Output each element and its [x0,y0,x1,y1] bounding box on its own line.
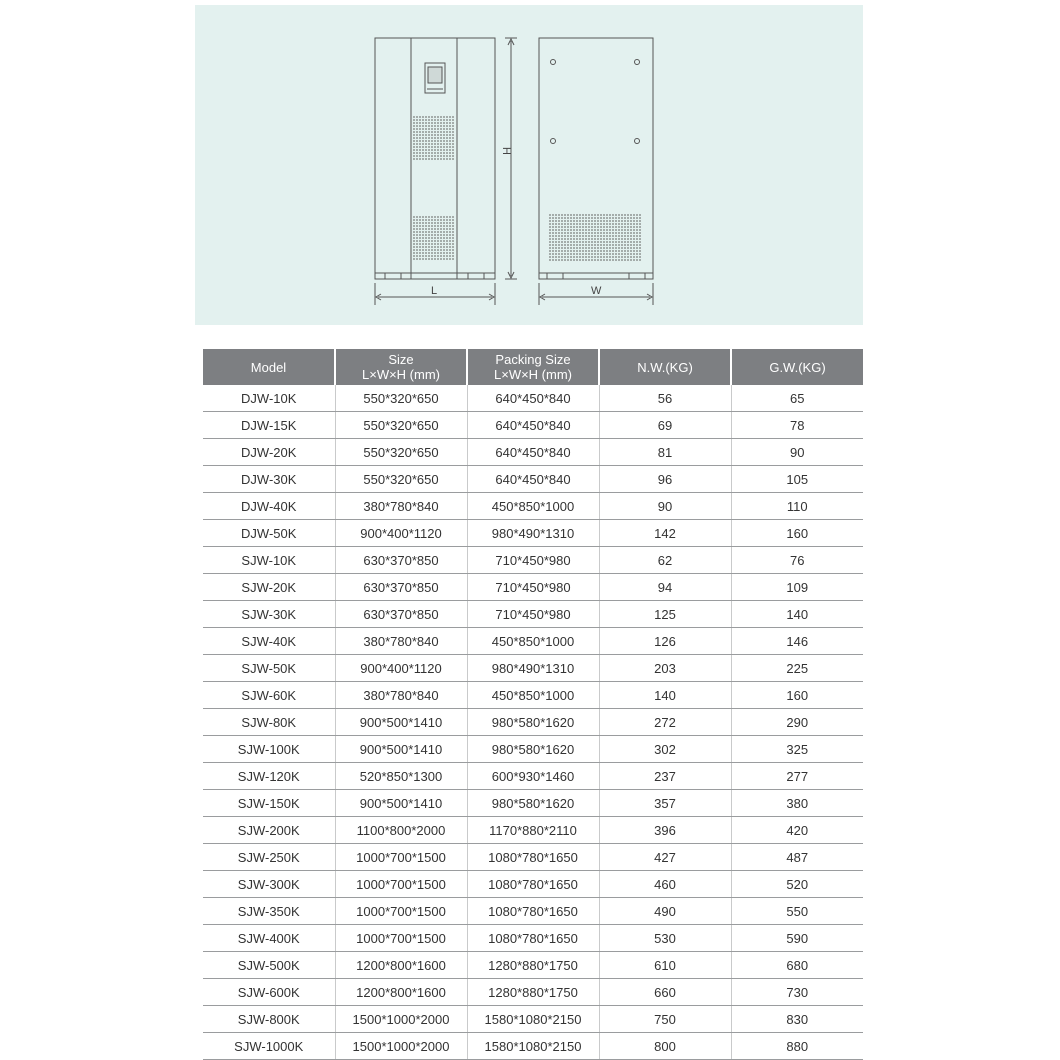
net-weight-cell: 750 [599,1006,731,1033]
gross-weight-cell: 277 [731,763,863,790]
model-cell: SJW-1000K [203,1033,335,1060]
packing-size-cell: 980*490*1310 [467,655,599,682]
model-cell: SJW-120K [203,763,335,790]
dimension-diagram [195,5,863,325]
size-cell: 1500*1000*2000 [335,1033,467,1060]
table-row [203,601,863,628]
table-row [203,628,863,655]
packing-size-cell: 1080*780*1650 [467,925,599,952]
packing-size-cell: 980*580*1620 [467,709,599,736]
gross-weight-cell: 76 [731,547,863,574]
model-cell: SJW-400K [203,925,335,952]
gross-weight-cell: 680 [731,952,863,979]
table-header-row [203,349,863,385]
table-row [203,898,863,925]
gross-weight-cell: 325 [731,736,863,763]
table-row [203,412,863,439]
size-cell: 1000*700*1500 [335,898,467,925]
model-cell: SJW-30K [203,601,335,628]
model-cell: DJW-20K [203,439,335,466]
size-cell: 1000*700*1500 [335,871,467,898]
net-weight-cell: 237 [599,763,731,790]
gross-weight-cell: 109 [731,574,863,601]
size-cell: 380*780*840 [335,628,467,655]
table-row [203,439,863,466]
model-cell: SJW-250K [203,844,335,871]
size-cell: 380*780*840 [335,493,467,520]
table-row [203,520,863,547]
packing-size-cell: 710*450*980 [467,574,599,601]
table-row [203,736,863,763]
packing-size-cell: 710*450*980 [467,547,599,574]
packing-size-cell: 450*850*1000 [467,493,599,520]
net-weight-cell: 396 [599,817,731,844]
packing-size-cell: 1580*1080*2150 [467,1006,599,1033]
header-model: Model [203,349,335,385]
model-cell: SJW-150K [203,790,335,817]
packing-size-cell: 450*850*1000 [467,628,599,655]
height-label: H [500,147,512,155]
net-weight-cell: 96 [599,466,731,493]
model-cell: DJW-15K [203,412,335,439]
net-weight-cell: 203 [599,655,731,682]
packing-size-cell: 980*580*1620 [467,736,599,763]
model-cell: SJW-20K [203,574,335,601]
model-cell: SJW-500K [203,952,335,979]
table-row [203,1006,863,1033]
net-weight-cell: 427 [599,844,731,871]
packing-size-cell: 640*450*840 [467,439,599,466]
packing-size-cell: 1170*880*2110 [467,817,599,844]
size-cell: 550*320*650 [335,466,467,493]
packing-size-cell: 1280*880*1750 [467,952,599,979]
gross-weight-cell: 140 [731,601,863,628]
net-weight-cell: 125 [599,601,731,628]
gross-weight-cell: 78 [731,412,863,439]
size-cell: 1500*1000*2000 [335,1006,467,1033]
net-weight-cell: 90 [599,493,731,520]
size-cell: 550*320*650 [335,385,467,412]
size-cell: 900*500*1410 [335,736,467,763]
model-cell: DJW-40K [203,493,335,520]
table-row [203,952,863,979]
table-row [203,1033,863,1060]
gross-weight-cell: 590 [731,925,863,952]
net-weight-cell: 800 [599,1033,731,1060]
header-packing-size: Packing Size L×W×H (mm) [467,349,599,385]
size-cell: 900*400*1120 [335,520,467,547]
gross-weight-cell: 487 [731,844,863,871]
model-cell: SJW-60K [203,682,335,709]
table-row [203,925,863,952]
table-row [203,790,863,817]
table-row [203,466,863,493]
size-cell: 1200*800*1600 [335,952,467,979]
gross-weight-cell: 420 [731,817,863,844]
net-weight-cell: 81 [599,439,731,466]
gross-weight-cell: 110 [731,493,863,520]
size-cell: 630*370*850 [335,574,467,601]
size-cell: 630*370*850 [335,601,467,628]
net-weight-cell: 126 [599,628,731,655]
size-cell: 1000*700*1500 [335,925,467,952]
net-weight-cell: 272 [599,709,731,736]
gross-weight-cell: 90 [731,439,863,466]
table-row [203,493,863,520]
width-label: W [591,285,602,297]
gross-weight-cell: 225 [731,655,863,682]
model-cell: DJW-30K [203,466,335,493]
packing-size-cell: 980*580*1620 [467,790,599,817]
gross-weight-cell: 146 [731,628,863,655]
net-weight-cell: 56 [599,385,731,412]
size-cell: 550*320*650 [335,439,467,466]
table-row [203,682,863,709]
net-weight-cell: 610 [599,952,731,979]
model-cell: SJW-80K [203,709,335,736]
model-cell: SJW-800K [203,1006,335,1033]
table-row [203,655,863,682]
size-cell: 380*780*840 [335,682,467,709]
size-cell: 520*850*1300 [335,763,467,790]
spec-table [203,349,863,1060]
packing-size-cell: 640*450*840 [467,412,599,439]
vent-grille [413,117,641,260]
table-row [203,385,863,412]
gross-weight-cell: 160 [731,520,863,547]
net-weight-cell: 490 [599,898,731,925]
net-weight-cell: 357 [599,790,731,817]
model-cell: SJW-600K [203,979,335,1006]
size-cell: 630*370*850 [335,547,467,574]
gross-weight-cell: 730 [731,979,863,1006]
net-weight-cell: 660 [599,979,731,1006]
header-net-weight: N.W.(KG) [599,349,731,385]
gross-weight-cell: 550 [731,898,863,925]
packing-size-cell: 600*930*1460 [467,763,599,790]
model-cell: SJW-350K [203,898,335,925]
gross-weight-cell: 105 [731,466,863,493]
packing-size-cell: 1080*780*1650 [467,871,599,898]
cabinet-drawing [195,5,863,325]
table-row [203,817,863,844]
table-row [203,763,863,790]
size-cell: 900*500*1410 [335,790,467,817]
side-cabinet-outline [539,38,653,279]
model-cell: DJW-10K [203,385,335,412]
model-cell: DJW-50K [203,520,335,547]
net-weight-cell: 302 [599,736,731,763]
model-cell: SJW-100K [203,736,335,763]
table-row [203,574,863,601]
size-cell: 550*320*650 [335,412,467,439]
gross-weight-cell: 380 [731,790,863,817]
gross-weight-cell: 65 [731,385,863,412]
net-weight-cell: 94 [599,574,731,601]
gross-weight-cell: 160 [731,682,863,709]
table-row [203,547,863,574]
model-cell: SJW-10K [203,547,335,574]
size-cell: 1100*800*2000 [335,817,467,844]
gross-weight-cell: 520 [731,871,863,898]
model-cell: SJW-200K [203,817,335,844]
table-row [203,871,863,898]
header-size: Size L×W×H (mm) [335,349,467,385]
packing-size-cell: 1080*780*1650 [467,844,599,871]
net-weight-cell: 142 [599,520,731,547]
packing-size-cell: 1080*780*1650 [467,898,599,925]
packing-size-cell: 710*450*980 [467,601,599,628]
gross-weight-cell: 880 [731,1033,863,1060]
header-gross-weight: G.W.(KG) [731,349,863,385]
net-weight-cell: 69 [599,412,731,439]
model-cell: SJW-40K [203,628,335,655]
packing-size-cell: 640*450*840 [467,466,599,493]
gross-weight-cell: 290 [731,709,863,736]
net-weight-cell: 530 [599,925,731,952]
model-cell: SJW-300K [203,871,335,898]
gross-weight-cell: 830 [731,1006,863,1033]
net-weight-cell: 460 [599,871,731,898]
net-weight-cell: 140 [599,682,731,709]
packing-size-cell: 1580*1080*2150 [467,1033,599,1060]
size-cell: 900*500*1410 [335,709,467,736]
size-cell: 1200*800*1600 [335,979,467,1006]
size-cell: 1000*700*1500 [335,844,467,871]
packing-size-cell: 450*850*1000 [467,682,599,709]
size-cell: 900*400*1120 [335,655,467,682]
length-label: L [431,285,438,297]
net-weight-cell: 62 [599,547,731,574]
packing-size-cell: 1280*880*1750 [467,979,599,1006]
packing-size-cell: 640*450*840 [467,385,599,412]
table-row [203,709,863,736]
table-row [203,844,863,871]
packing-size-cell: 980*490*1310 [467,520,599,547]
table-row [203,979,863,1006]
model-cell: SJW-50K [203,655,335,682]
